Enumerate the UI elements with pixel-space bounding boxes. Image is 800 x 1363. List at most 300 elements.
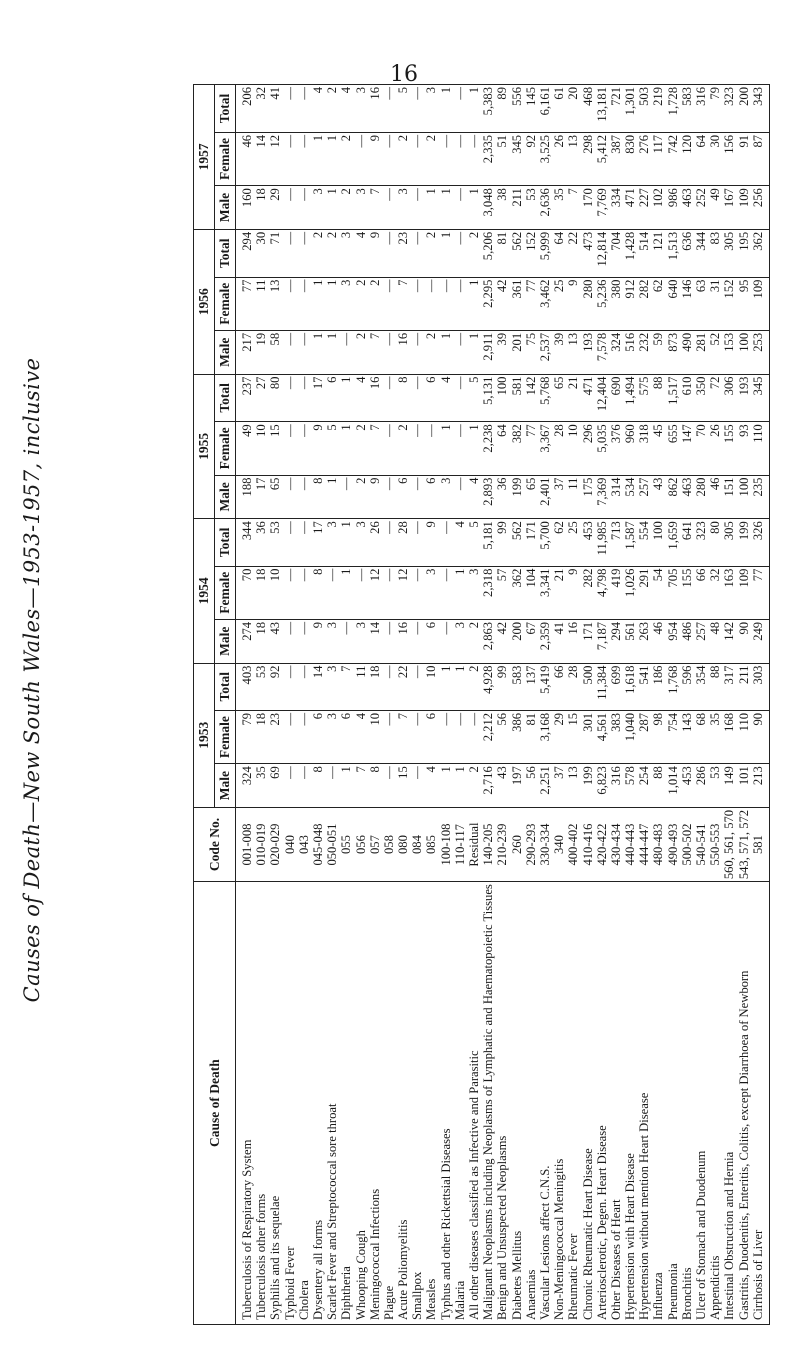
- death-count: —: [424, 424, 439, 437]
- death-count: 77: [750, 568, 765, 582]
- header-year-1954: 1954: [194, 519, 215, 663]
- death-count: 5,419: [537, 665, 552, 694]
- death-count: 79: [708, 87, 723, 100]
- death-count: 1: [467, 332, 481, 340]
- death-count: 306: [722, 376, 737, 396]
- death-count: 380: [608, 279, 623, 299]
- death-count: 70: [240, 568, 254, 582]
- death-count: 7: [367, 332, 382, 340]
- death-count: 68: [694, 712, 708, 726]
- cause-label: Tuberculosis of Respiratory System: [240, 1139, 254, 1320]
- death-count: 23: [396, 231, 411, 245]
- value-column: [236, 619, 770, 663]
- death-count: 77: [240, 279, 254, 293]
- value-column: [236, 186, 770, 230]
- death-count: 453: [580, 521, 595, 541]
- death-count: 4,561: [594, 712, 609, 742]
- death-count: 713: [608, 521, 623, 541]
- death-count: 22: [566, 231, 581, 245]
- death-count: 53: [268, 521, 283, 534]
- death-count: 3: [325, 521, 340, 528]
- death-count: 32: [708, 568, 723, 582]
- death-count: 705: [665, 568, 680, 588]
- death-count: 53: [254, 665, 269, 679]
- death-count: 199: [736, 521, 751, 541]
- code-number: 056: [353, 835, 368, 854]
- death-count: 171: [523, 521, 538, 541]
- death-count: 252: [694, 188, 708, 208]
- death-count: 36: [254, 521, 269, 534]
- header-year-1957: 1957: [194, 85, 215, 230]
- causes-of-death-table: [193, 84, 770, 1325]
- death-count: —: [296, 188, 311, 201]
- death-count: 17: [310, 521, 325, 534]
- death-count: 583: [679, 87, 694, 106]
- death-count: 7: [367, 188, 382, 195]
- death-count: 1: [438, 665, 453, 672]
- death-count: 4: [467, 477, 481, 484]
- death-count: 5,181: [481, 521, 496, 550]
- death-count: 486: [679, 621, 694, 641]
- death-count: 318: [637, 424, 652, 444]
- death-count: 90: [750, 712, 765, 726]
- death-count: 862: [665, 477, 680, 497]
- death-count: 142: [722, 621, 737, 641]
- value-column: [236, 132, 770, 185]
- death-count: 326: [750, 521, 765, 541]
- death-count: 954: [665, 621, 680, 641]
- death-count: 274: [240, 621, 254, 641]
- value-column: [236, 475, 770, 519]
- death-count: 52: [708, 332, 723, 346]
- death-count: 276: [637, 134, 652, 154]
- death-count: 5: [396, 87, 411, 94]
- value-column: [236, 710, 770, 763]
- death-count: 7,578: [594, 332, 609, 362]
- death-count: 343: [750, 87, 765, 106]
- death-count: 145: [523, 87, 538, 106]
- value-column: [236, 519, 770, 566]
- death-count: 554: [637, 521, 652, 541]
- death-count: 376: [608, 424, 623, 444]
- cause-label: Influenza: [651, 1272, 666, 1320]
- death-count: 156: [722, 134, 737, 154]
- death-count: 10: [367, 712, 382, 726]
- death-count: 361: [509, 279, 524, 299]
- death-count: 5,700: [537, 521, 552, 550]
- death-count: 79: [240, 712, 254, 726]
- death-count: 64: [694, 134, 708, 148]
- death-count: 109: [736, 568, 751, 588]
- death-count: 211: [509, 188, 524, 207]
- death-count: 986: [665, 188, 680, 208]
- value-column: [236, 422, 770, 475]
- death-count: —: [452, 134, 467, 148]
- death-count: 21: [566, 376, 581, 390]
- cause-label: Cirrhosis of Liver: [750, 1229, 765, 1320]
- death-count: 195: [736, 231, 751, 251]
- death-count: —: [410, 712, 425, 726]
- death-count: 20: [566, 87, 581, 100]
- death-count: —: [282, 621, 297, 635]
- death-count: 66: [694, 568, 708, 582]
- death-count: 257: [637, 477, 652, 497]
- death-count: 742: [665, 134, 680, 154]
- death-count: 2,251: [537, 766, 552, 795]
- death-count: 67: [523, 621, 538, 635]
- death-count: 2: [353, 279, 368, 286]
- code-number: 400-402: [566, 823, 581, 866]
- cause-label: Tuberculosis other forms: [254, 1193, 269, 1320]
- death-count: 4: [353, 712, 368, 720]
- death-count: 4,798: [594, 568, 609, 597]
- death-count: 463: [679, 477, 694, 497]
- death-count: 66: [552, 665, 567, 679]
- header-total: Total: [215, 663, 236, 710]
- death-count: 1: [467, 87, 481, 94]
- death-count: 1: [467, 279, 481, 286]
- header-female: Female: [215, 132, 236, 185]
- death-count: 3: [467, 568, 481, 575]
- death-count: 146: [679, 279, 694, 299]
- cause-label: Syphilis and its sequelae: [268, 1195, 283, 1320]
- value-column: [236, 229, 770, 277]
- side-title-text: Causes of Death—New South Wales—1953-1957, inclusive: [20, 357, 44, 1003]
- death-count: 199: [509, 477, 524, 497]
- death-count: 46: [651, 621, 666, 635]
- death-count: 7,769: [594, 188, 609, 217]
- death-count: 199: [580, 766, 595, 786]
- death-count: —: [296, 568, 311, 582]
- death-count: 314: [608, 477, 623, 497]
- death-count: 3: [325, 621, 340, 629]
- death-count: 16: [367, 376, 382, 390]
- code-number: 581: [750, 835, 765, 854]
- death-count: 3: [424, 568, 439, 575]
- death-count: 387: [608, 134, 623, 154]
- death-count: 91: [736, 134, 751, 148]
- death-count: 197: [509, 766, 524, 786]
- code-number: 055: [339, 835, 354, 854]
- death-count: 873: [665, 332, 680, 352]
- death-count: 201: [509, 332, 524, 352]
- death-count: 1: [438, 424, 453, 431]
- death-count: 57: [495, 568, 510, 582]
- death-count: —: [381, 332, 396, 346]
- death-count: 1,428: [623, 231, 638, 261]
- death-count: 1: [467, 188, 481, 195]
- death-count: 6: [424, 712, 439, 720]
- death-count: 186: [651, 665, 666, 685]
- death-count: —: [339, 621, 354, 635]
- death-count: 471: [623, 188, 638, 208]
- code-number: 440-443: [623, 823, 638, 866]
- death-count: 9: [367, 231, 382, 239]
- death-count: 2: [353, 332, 368, 340]
- death-count: —: [282, 188, 297, 201]
- death-count: 334: [608, 188, 623, 208]
- death-count: 69: [268, 766, 283, 779]
- death-count: 206: [240, 87, 254, 106]
- death-count: 1,026: [623, 568, 638, 597]
- death-count: 4: [424, 766, 439, 773]
- death-count: 31: [708, 279, 723, 293]
- death-count: 18: [254, 621, 269, 635]
- death-count: 294: [608, 621, 623, 641]
- death-count: 556: [509, 87, 524, 106]
- death-count: 453: [679, 766, 694, 786]
- cause-label: Typhus and other Rickettsial Diseases: [438, 1128, 453, 1320]
- death-count: 541: [637, 665, 652, 685]
- death-count: —: [296, 477, 311, 491]
- death-count: 303: [750, 665, 765, 685]
- death-count: 1: [310, 134, 325, 142]
- death-count: 19: [254, 332, 269, 346]
- death-count: 77: [523, 424, 538, 437]
- death-count: 7: [396, 712, 411, 720]
- value-column: [236, 374, 770, 422]
- code-number: 490-493: [665, 823, 680, 866]
- value-column: [236, 330, 770, 374]
- death-count: 641: [679, 521, 694, 541]
- death-count: 291: [637, 568, 652, 588]
- death-count: —: [282, 766, 297, 779]
- death-count: —: [296, 424, 311, 437]
- death-count: 1,494: [623, 376, 638, 405]
- death-count: —: [452, 279, 467, 293]
- death-count: 5: [467, 521, 481, 528]
- death-count: 16: [396, 332, 411, 346]
- death-count: 1: [438, 332, 453, 340]
- death-count: 100: [736, 477, 751, 497]
- death-count: 18: [254, 188, 269, 201]
- death-count: 296: [580, 424, 595, 444]
- death-count: 253: [750, 332, 765, 352]
- death-count: 516: [623, 332, 638, 352]
- death-count: —: [282, 376, 297, 390]
- death-count: 237: [240, 376, 254, 396]
- code-number: 110-117: [452, 824, 467, 866]
- death-count: 15: [396, 766, 411, 779]
- death-count: 345: [509, 134, 524, 154]
- cause-label: Ulcer of Stomach and Duodenum: [694, 1150, 708, 1320]
- death-count: 10: [424, 665, 439, 679]
- death-count: 298: [580, 134, 595, 154]
- death-count: 3,341: [537, 568, 552, 597]
- death-count: 344: [240, 521, 254, 541]
- death-count: —: [282, 332, 297, 346]
- code-number: 430-434: [608, 823, 623, 866]
- death-count: —: [467, 712, 481, 726]
- death-count: 10: [268, 568, 283, 582]
- death-count: 6,823: [594, 766, 609, 795]
- death-count: 500: [580, 665, 595, 685]
- death-count: 9: [367, 477, 382, 484]
- death-count: 88: [651, 376, 666, 390]
- death-count: 65: [268, 477, 283, 491]
- death-count: 562: [509, 521, 524, 541]
- death-count: 35: [254, 766, 269, 779]
- death-count: 100: [651, 521, 666, 541]
- death-count: 18: [254, 712, 269, 726]
- death-count: 6: [325, 376, 340, 383]
- death-count: 2,401: [537, 477, 552, 506]
- death-count: —: [339, 477, 354, 491]
- death-count: —: [381, 87, 396, 100]
- table-body-row: [236, 85, 770, 1325]
- header-total: Total: [215, 85, 236, 133]
- death-count: 2,911: [481, 332, 496, 361]
- death-count: —: [296, 231, 311, 245]
- death-count: 7,187: [594, 621, 609, 651]
- death-count: 80: [268, 376, 283, 390]
- death-count: 316: [608, 766, 623, 786]
- death-count: 2: [325, 231, 340, 239]
- death-count: 149: [722, 766, 737, 786]
- death-count: 1: [424, 188, 439, 195]
- death-count: —: [353, 568, 368, 582]
- death-count: 75: [523, 332, 538, 346]
- code-number: 543, 571, 572: [736, 809, 751, 880]
- death-count: 102: [651, 188, 666, 208]
- death-count: 1: [438, 766, 453, 773]
- death-count: 3,168: [537, 712, 552, 742]
- code-number: 001-008: [240, 823, 254, 866]
- death-count: 1,014: [665, 766, 680, 795]
- death-count: —: [296, 134, 311, 148]
- death-count: 80: [708, 521, 723, 534]
- death-count: 170: [580, 188, 595, 208]
- death-count: 5: [467, 376, 481, 383]
- death-count: 14: [310, 665, 325, 679]
- death-count: 6: [424, 477, 439, 484]
- death-count: 7: [396, 279, 411, 286]
- death-count: —: [381, 568, 396, 582]
- death-count: 287: [637, 712, 652, 732]
- death-count: 54: [651, 568, 666, 582]
- death-count: 167: [722, 188, 737, 208]
- death-count: 4: [310, 87, 325, 94]
- death-count: 323: [722, 87, 737, 106]
- death-count: 98: [651, 712, 666, 726]
- code-number: 444-447: [637, 823, 652, 866]
- death-count: 3,525: [537, 134, 552, 164]
- death-count: 4: [353, 376, 368, 383]
- death-count: —: [438, 279, 453, 293]
- death-count: 699: [608, 665, 623, 685]
- death-count: —: [410, 188, 425, 201]
- death-count: 4: [452, 521, 467, 528]
- death-count: 93: [736, 424, 751, 437]
- death-count: 92: [523, 134, 538, 148]
- death-count: 87: [750, 134, 765, 148]
- death-count: —: [410, 332, 425, 346]
- death-count: —: [410, 621, 425, 635]
- death-count: 64: [552, 231, 567, 245]
- death-count: 1: [325, 332, 340, 340]
- death-count: 8: [396, 376, 411, 383]
- cause-label: Acute Poliomyelitis: [396, 1219, 411, 1320]
- death-count: 3: [353, 621, 368, 629]
- code-number: 043: [296, 835, 311, 854]
- death-count: —: [296, 621, 311, 635]
- death-count: 1: [467, 424, 481, 431]
- death-count: 2,863: [481, 621, 496, 651]
- death-count: 301: [580, 712, 595, 732]
- death-count: 29: [552, 712, 567, 726]
- death-count: 99: [495, 521, 510, 534]
- death-count: 8: [310, 568, 325, 575]
- cause-label: Hypertension with Heart Disease: [623, 1153, 638, 1320]
- death-count: 403: [240, 665, 254, 685]
- death-count: 12,814: [594, 231, 609, 267]
- death-count: 51: [495, 134, 510, 148]
- header-year-1953: 1953: [194, 663, 215, 807]
- value-column: [236, 277, 770, 330]
- death-count: 43: [651, 477, 666, 491]
- header-male: Male: [215, 330, 236, 374]
- death-count: 152: [523, 231, 538, 251]
- death-count: —: [296, 87, 311, 100]
- death-count: 152: [722, 279, 737, 299]
- death-count: 1,618: [623, 665, 638, 694]
- death-count: 2,318: [481, 568, 496, 597]
- code-number: 340: [552, 835, 567, 854]
- death-count: 43: [268, 621, 283, 635]
- death-count: 155: [722, 424, 737, 444]
- death-count: 912: [623, 279, 638, 299]
- death-count: 3: [325, 665, 340, 672]
- death-count: 70: [694, 424, 708, 437]
- death-count: 419: [608, 568, 623, 588]
- death-count: 690: [608, 376, 623, 396]
- death-count: 1,513: [665, 231, 680, 261]
- death-count: —: [410, 231, 425, 245]
- death-count: 211: [736, 665, 751, 684]
- death-count: 232: [637, 332, 652, 352]
- death-count: 2,716: [481, 766, 496, 795]
- death-count: 81: [495, 231, 510, 245]
- death-count: 45: [651, 424, 666, 437]
- death-count: 316: [694, 87, 708, 106]
- cause-label: Diabetes Mellitus: [509, 1230, 524, 1320]
- death-count: 56: [495, 712, 510, 726]
- cause-label: Scarlet Fever and Streptococcal sore throat: [325, 1103, 340, 1320]
- death-count: 2: [467, 665, 481, 672]
- death-count: 7: [339, 665, 354, 672]
- code-number: 480-483: [651, 823, 666, 866]
- cause-column: [236, 882, 770, 1325]
- code-number: 550-553: [708, 823, 723, 866]
- death-count: 596: [679, 665, 694, 685]
- header-female: Female: [215, 422, 236, 475]
- death-count: 490: [679, 332, 694, 352]
- death-count: 100: [736, 332, 751, 352]
- death-count: 41: [268, 87, 283, 100]
- death-count: 640: [665, 279, 680, 299]
- death-count: 36: [495, 477, 510, 491]
- death-count: 249: [750, 621, 765, 641]
- death-count: 92: [268, 665, 283, 679]
- code-number: 290-293: [523, 823, 538, 866]
- death-count: —: [282, 712, 297, 726]
- death-count: 1: [438, 188, 453, 195]
- death-count: 25: [552, 279, 567, 293]
- header-cause: Cause of Death: [194, 882, 236, 1325]
- death-count: 17: [254, 477, 269, 491]
- cause-label: Chronic Rheumatic Heart Disease: [580, 1148, 595, 1320]
- death-count: —: [381, 766, 396, 779]
